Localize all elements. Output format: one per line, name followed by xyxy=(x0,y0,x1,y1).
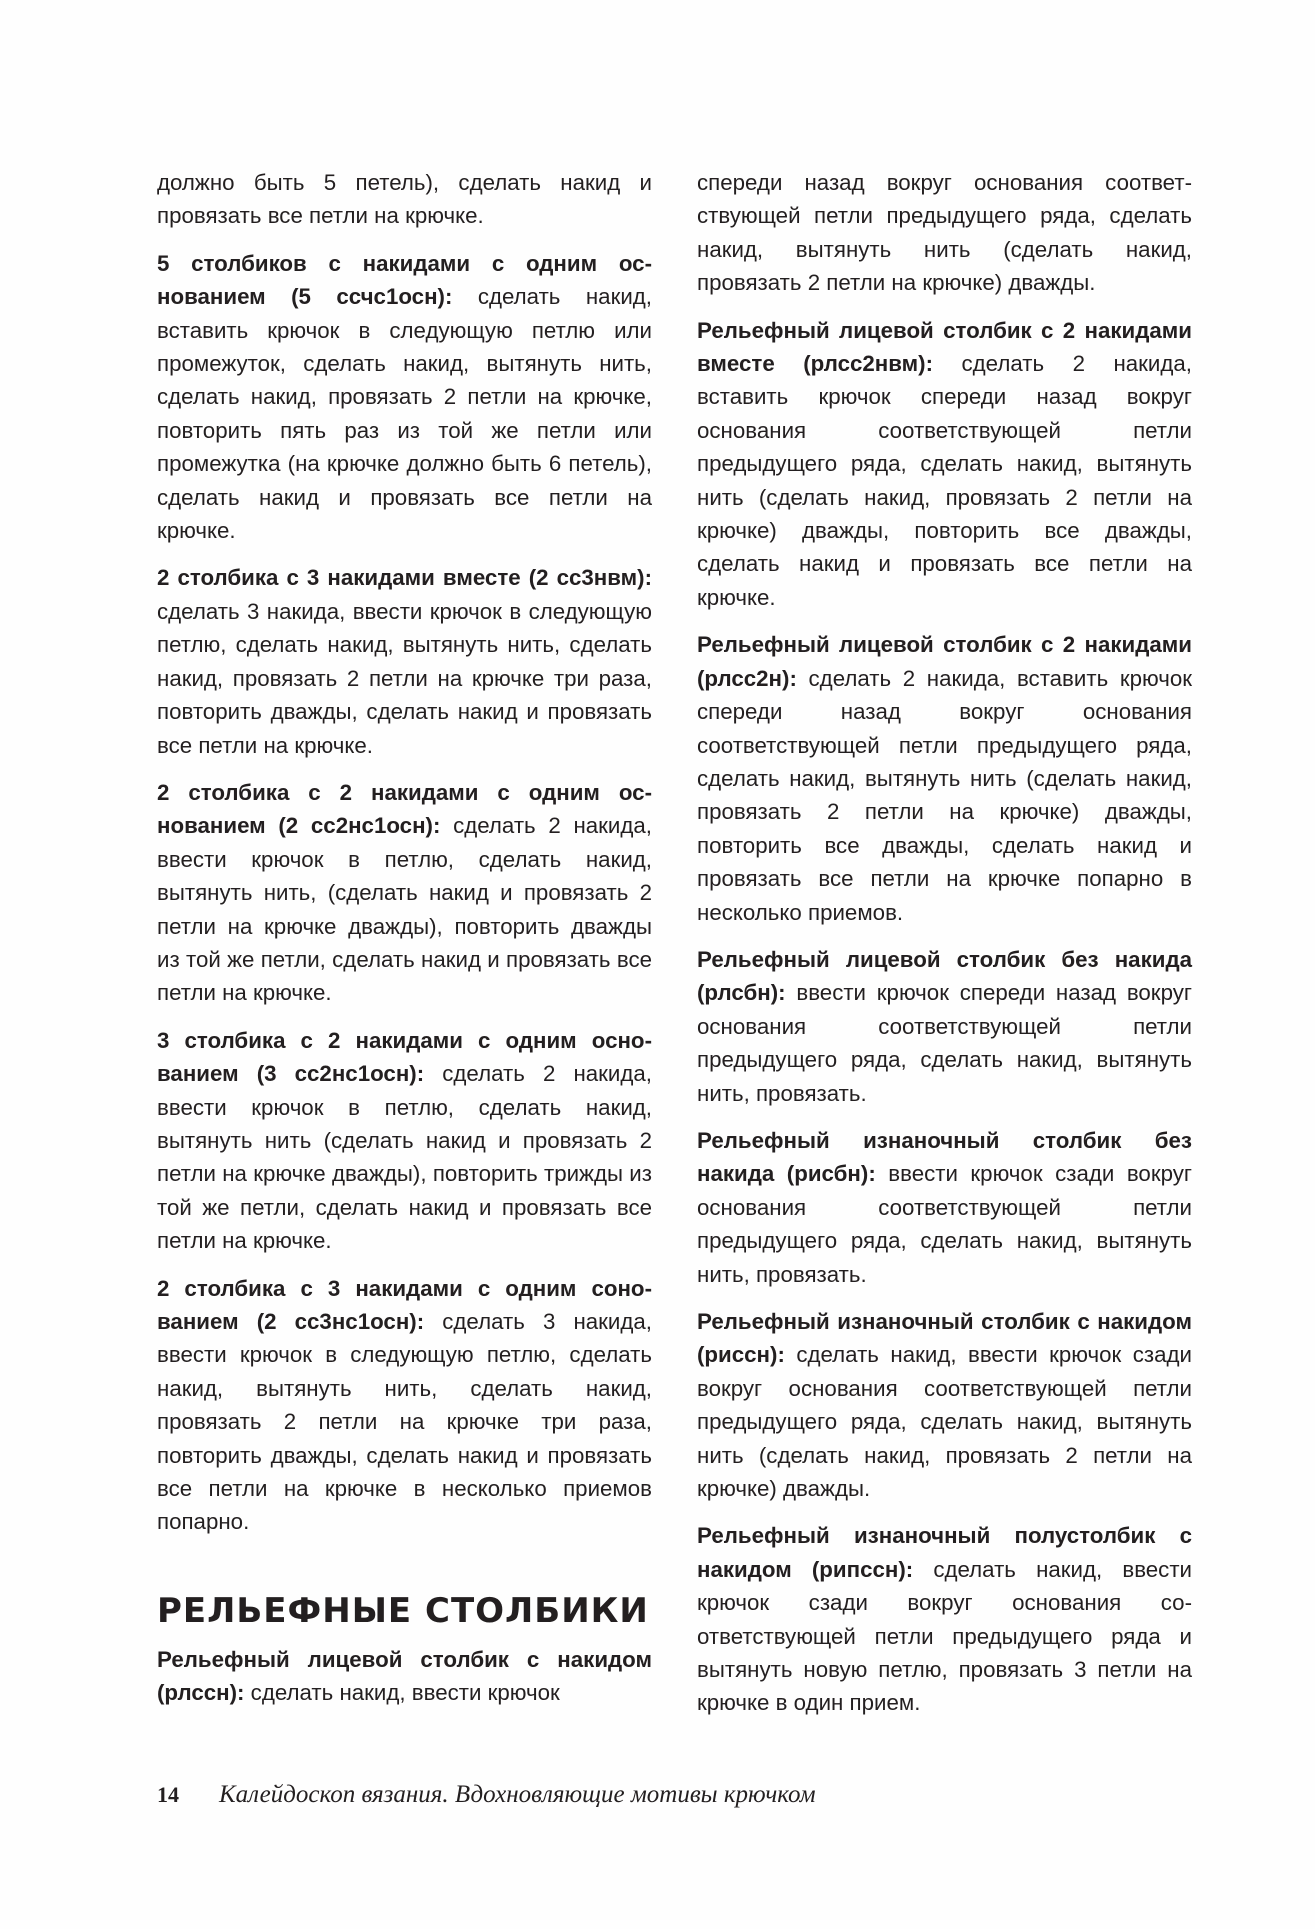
stitch-term: Рельефный изнаночный столбик без накида (рисбн): xyxy=(697,1127,1192,1187)
stitch-definition xyxy=(157,1272,652,1539)
stitch-term: Рельефный лицевой столбик с 2 накидами (рлсс2н): xyxy=(697,632,1192,691)
stitch-description: сделать накид, ввести крючок xyxy=(244,1680,560,1706)
running-title: Калейдоскоп вязания. Вдохновляющие мотивы крючком xyxy=(219,1781,816,1808)
stitch-term: Рельефный изнаночный полустолбик с накидом (рипссн): xyxy=(697,1523,1192,1582)
stitch-description: сделать 3 накида, ввести крючок в следующую петлю, сделать накид, вытянуть нить, сделать накид, провязать 2 петли на крючке три раза, повторить дважды, сделать накид и провязать все петли на крючке в несколько приемов попарно. xyxy=(157,1309,652,1535)
stitch-definition xyxy=(697,943,1192,1110)
right-column xyxy=(697,166,1192,1734)
stitch-description: сделать 2 накида, вставить крючок спереди назад вокруг основания соответствующей петли предыдущего ряда, сделать накид, вытянуть нить (сделать накид, провязать 2 петли на крючке) дважды, повторить все дважды, сделать накид и провязать все петли на крючке попарно в несколько приемов. xyxy=(697,665,1192,925)
section-heading: РЕЛЬЕФНЫЕ СТОЛБИКИ xyxy=(157,1590,649,1631)
stitch-definition xyxy=(157,1024,652,1258)
stitch-term: 2 столбика с 3 накидами вместе (2 сс3нвм): xyxy=(157,565,652,591)
paragraph-continuation: спереди назад вокруг основания соответствующей петли предыдущего ряда, сделать накид, вытянуть нить (сделать накид, провязать 2 петли на крючке) дважды. xyxy=(697,170,1192,296)
stitch-term: Рельефный лицевой столбик без накида (рлсбн): xyxy=(697,946,1192,1006)
stitch-term: 5 столбиков с накидами с одним основанием (5 ссчс1осн): xyxy=(157,250,652,310)
stitch-definition xyxy=(697,1305,1192,1505)
stitch-term: 2 столбика с 3 накидами с одним сонованием (2 сс3нс1осн): xyxy=(157,1275,652,1334)
left-column xyxy=(157,166,652,1724)
stitch-term: Рельефный лицевой столбик с накидом (рлссн): xyxy=(157,1646,652,1706)
stitch-term: Рельефный изнаночный столбик с накидом (риссн): xyxy=(697,1309,1192,1368)
stitch-description: сделать накид, вставить крючок в следующую петлю или промежуток, сделать накид, вытянуть нить, сделать накид, провязать 2 петли на крючке, повторить пять раз из той же петли или промежутка (на крючке должно быть 6 петель), сделать накид и провязать все петли на крючке. xyxy=(157,284,652,544)
stitch-definition xyxy=(697,1519,1192,1719)
stitch-description: ввести крючок спереди назад вокруг основания соответствующей петли предыдущего ряда, сделать накид, вытянуть нить, провязать. xyxy=(697,980,1192,1106)
stitch-description: сделать 3 накида, ввести крючок в следующую петлю, сделать накид, вытянуть нить, сделать накид, провязать 2 петли на крючке три раза, повторить дважды, сделать накид и провязать все петли на крючке. xyxy=(157,598,652,758)
stitch-description: сделать накид, ввести крючок сзади вокруг основания соответствующей петли предыдущего ряда и вытянуть новую петлю, провязать 3 петли на крючке в один прием. xyxy=(697,1556,1192,1716)
page-footer xyxy=(157,1781,816,1809)
stitch-definition xyxy=(157,1643,652,1710)
stitch-term: 3 столбика с 2 накидами с одним основанием (3 сс2нс1осн): xyxy=(157,1027,652,1087)
stitch-description: сделать 2 накида, ввести крючок в петлю, сделать накид, вытянуть нить (сделать накид и провязать 2 петли на крючке дважды), повторить трижды из той же петли, сделать накид и провязать все петли на крючке. xyxy=(157,1061,652,1254)
stitch-description: сделать 2 накида, вставить крючок спереди назад вокруг основания соответствующей петли предыдущего ряда, сделать накид, вытянуть нить (сделать накид, провязать 2 петли на крючке) дважды, повторить все дважды, сделать накид и провязать все петли на крючке. xyxy=(697,351,1192,610)
paragraph-continuation: должно быть 5 петель), сделать накид и провязать все петли на крючке. xyxy=(157,170,652,229)
stitch-term: 2 столбика с 2 накидами с одним основанием (2 сс2нс1осн): xyxy=(157,779,652,839)
stitch-description: ввести крючок сзади вокруг основания соответствующей петли предыдущего ряда, сделать накид, вытянуть нить, провязать. xyxy=(697,1161,1193,1287)
stitch-definition xyxy=(157,247,652,548)
stitch-term: Рельефный лицевой столбик с 2 накидами вместе (рлсс2нвм): xyxy=(697,317,1192,377)
stitch-definition xyxy=(697,628,1192,929)
stitch-definition xyxy=(157,561,652,761)
stitch-definition xyxy=(157,776,652,1010)
stitch-description: сделать накид, ввести крючок сзади вокруг основания соответствующей петли предыдущего ряда, сделать накид, вытянуть нить (сделать накид, провязать 2 петли на крючке) дважды. xyxy=(697,1342,1192,1502)
stitch-definition xyxy=(697,1124,1192,1291)
stitch-description: сделать 2 накида, ввести крючок в петлю, сделать накид, вытянуть нить, (сделать накид и провязать 2 петли на крючке дважды), повторить дважды из той же петли, сделать накид и провязать все петли на крючке. xyxy=(157,813,652,1006)
stitch-definition xyxy=(697,314,1192,615)
page-number: 14 xyxy=(157,1782,179,1807)
